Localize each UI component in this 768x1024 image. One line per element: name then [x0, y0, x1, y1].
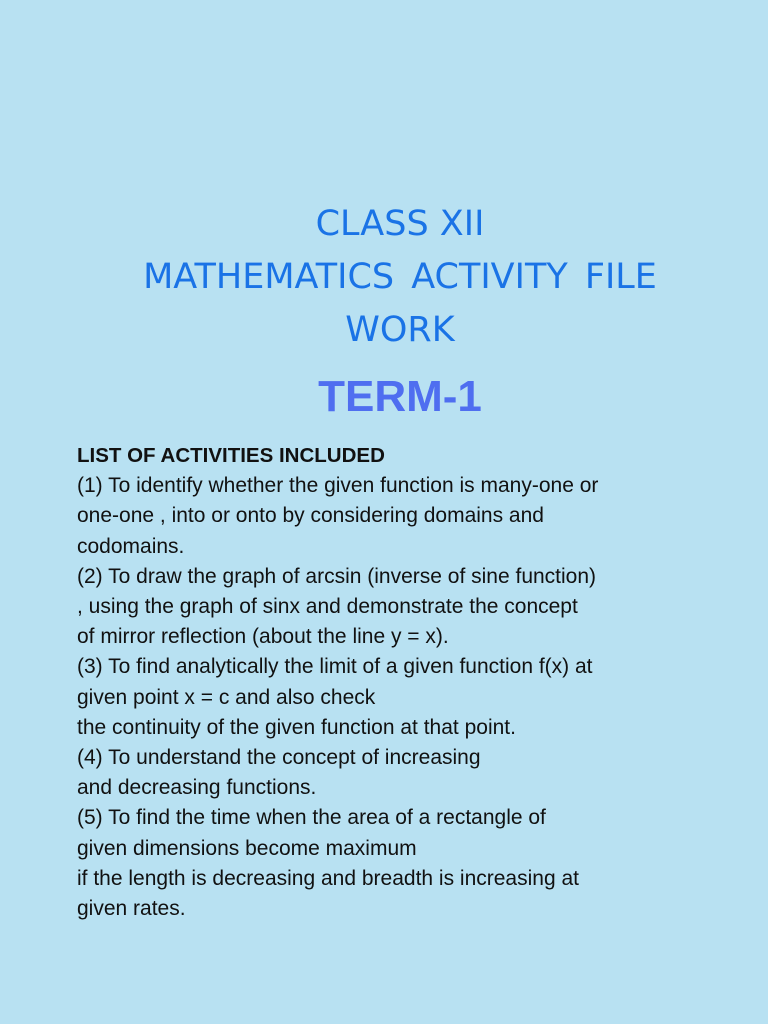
- activity-line: , using the graph of sinx and demonstrate the concept: [77, 595, 578, 619]
- subject-title: MATHEMATICS ACTIVITY FILE: [143, 257, 657, 297]
- activities-list: [77, 441, 747, 924]
- activity-line: codomains.: [77, 534, 185, 558]
- activity-line: (3) To find analytically the limit of a given function f(x) at: [77, 655, 593, 679]
- activity-line: (2) To draw the graph of arcsin (inverse of sine function): [77, 564, 597, 588]
- activity-line: and decreasing functions.: [77, 776, 317, 800]
- activity-line: one-one , into or onto by considering domains and: [77, 504, 544, 528]
- activity-line: the continuity of the given function at that point.: [77, 715, 516, 739]
- activity-line: (1) To identify whether the given function is many-one or: [77, 474, 599, 498]
- term-title: TERM-1: [318, 372, 482, 421]
- activities-heading: LIST OF ACTIVITIES INCLUDED: [77, 444, 385, 467]
- activity-line: given point x = c and also check: [77, 685, 376, 709]
- activity-line: (5) To find the time when the area of a rectangle of: [77, 806, 546, 830]
- activity-line: given dimensions become maximum: [77, 836, 417, 860]
- activity-line: of mirror reflection (about the line y = x).: [77, 625, 449, 649]
- work-title: WORK: [345, 310, 455, 350]
- activity-line: given rates.: [77, 897, 186, 921]
- activity-line: (4) To understand the concept of increasing: [77, 746, 481, 770]
- class-title: CLASS XII: [315, 204, 485, 244]
- activity-line: if the length is decreasing and breadth is increasing at: [77, 866, 579, 890]
- title-block: [0, 198, 768, 425]
